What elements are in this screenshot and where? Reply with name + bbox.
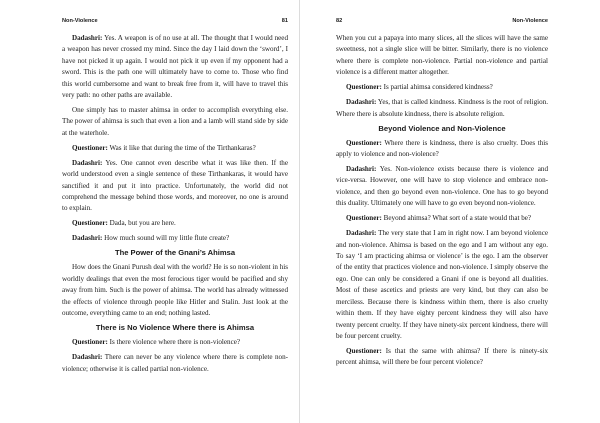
speaker-label: Questioner: <box>72 143 108 152</box>
speaker-label: Dadashri: <box>72 158 103 167</box>
paragraph-text: Yes. A weapon is of no use at all. The thought that I would need a weapon has never crossed my mind. Since the day I laid down the ‘sword’, I have not picked it up again. I would not pick it up even if my opponent had a sword. This is the path one will ultimately have to come to. Those who find this world cumbersome and want to break free from it, will have to travel this very path: no other paths are available. <box>62 34 289 100</box>
section-heading: There is No Violence Where there is Ahimsa <box>95 323 255 333</box>
paragraph <box>62 143 288 154</box>
paragraph-text: Dada, but you are here. <box>109 219 176 228</box>
speaker-label: Dadashri: <box>346 165 377 174</box>
paragraph <box>62 262 288 319</box>
paragraph <box>62 218 288 229</box>
left-header-title: Non-Violence <box>62 18 98 24</box>
paragraph-text: Yes. One cannot even describe what it was like then. If the world understood even a single sentence of these Tirthankaras, it would have sanctified it and put it into practice. Unfortunately, the world did not comprehend the message behind those words, and moreover, no one is around to explain. <box>62 158 288 213</box>
paragraph <box>62 337 288 348</box>
right-page-number: 82 <box>336 18 343 24</box>
paragraph <box>62 105 288 139</box>
speaker-label: Dadashri: <box>72 34 103 42</box>
paragraph <box>336 97 548 120</box>
paragraph-text: Beyond ahimsa? What sort of a state would that be? <box>383 214 532 223</box>
paragraph-text: Where there is kindness, there is also cruelty. Does this apply to violence and non-violence? <box>336 138 548 159</box>
speaker-label: Dadashri: <box>72 353 103 362</box>
paragraph <box>336 213 548 224</box>
paragraph <box>62 233 288 244</box>
right-page-header <box>336 18 548 24</box>
paragraph <box>62 158 288 215</box>
paragraph <box>336 228 548 342</box>
left-page-number: 81 <box>281 18 288 24</box>
right-header-title: Non-Violence <box>512 18 548 24</box>
speaker-label: Questioner: <box>346 83 382 92</box>
right-page <box>300 0 600 423</box>
paragraph <box>336 346 548 369</box>
paragraph <box>62 33 288 101</box>
paragraph-text: Is that the same with ahimsa? If there is ninety-six percent ahimsa, will there be four percent violence? <box>336 346 548 367</box>
speaker-label: Questioner: <box>72 338 108 347</box>
section-heading: Beyond Violence and Non-Violence <box>378 123 506 133</box>
paragraph-text: How much sound will my little flute create? <box>104 234 230 243</box>
paragraph <box>336 138 548 161</box>
paragraph <box>336 82 548 93</box>
paragraph-text: Was it like that during the time of the Tirthankaras? <box>109 143 256 152</box>
left-page-body <box>62 33 288 375</box>
paragraph <box>62 352 288 375</box>
paragraph-text: Is partial ahimsa considered kindness? <box>383 83 493 92</box>
speaker-label: Questioner: <box>346 346 382 355</box>
left-page-header <box>62 18 288 24</box>
speaker-label: Questioner: <box>346 214 382 223</box>
speaker-label: Questioner: <box>346 138 382 147</box>
paragraph-text: There can never be any violence where there is complete non-violence; otherwise it is called partial non-violence. <box>62 353 288 373</box>
paragraph <box>336 164 548 210</box>
paragraph-text: One simply has to master ahimsa in order to accomplish everything else. The power of ahimsa is such that even a lion and a lamb will stand side by side at the waterhole. <box>62 106 288 137</box>
paragraph-text: How does the Gnani Purush deal with the world? He is so non-violent in his worldly dealings that even the most ferocious tiger would be pacified and shy away from him. Such is the power of ahimsa. The world has already witnessed the effects of violence through people like Hitler and Stalin. Just look at the outcome, everything came to an end; nothing lasted. <box>62 263 288 318</box>
speaker-label: Dadashri: <box>72 234 103 243</box>
paragraph <box>336 33 548 79</box>
paragraph-text: When you cut a papaya into many slices, all the slices will have the same sweetness, not a single slice will be bitter. Similarly, there is no violence where there is complete non-violence. Partial non-violence and partial violence is a different matter altogether. <box>336 34 548 77</box>
speaker-label: Dadashri: <box>346 229 377 238</box>
section-heading: The Power of the Gnani’s Ahimsa <box>114 248 236 258</box>
paragraph-text: The very state that I am in right now. I am beyond violence and non-violence. Ahimsa is based on the ego and I am without any ego. To say ‘I am practicing ahimsa or violence’ is the ego. I am the observer of the entity that practices violence and non-violence. I simply observe the ego. One can only be considered a Gnani if one is beyond all dualities. Most of these ascetics and priests are very kind, but they can also be merciless. Because there is kindness within them, there is also cruelty within them. If they have eighty percent kindness they will also have twenty percent cruelty. If they have ninety-six percent kindness, there will be four percent cruelty. <box>336 229 548 340</box>
speaker-label: Questioner: <box>72 219 108 228</box>
right-page-body <box>336 33 548 369</box>
paragraph-text: Is there violence where there is non-violence? <box>109 338 241 347</box>
paragraph-text: Yes. Non-violence exists because there is violence and vice-versa. However, one will have to stop violence and embrace non-violence, and then go beyond even non-violence. One has to go beyond this duality. Ultimately one will have to go even beyond non-violence. <box>336 165 548 208</box>
speaker-label: Dadashri: <box>346 98 377 107</box>
paragraph-text: Yes, that is called kindness. Kindness is the root of religion. Where there is absolute kindness, there is absolute religion. <box>336 98 549 118</box>
